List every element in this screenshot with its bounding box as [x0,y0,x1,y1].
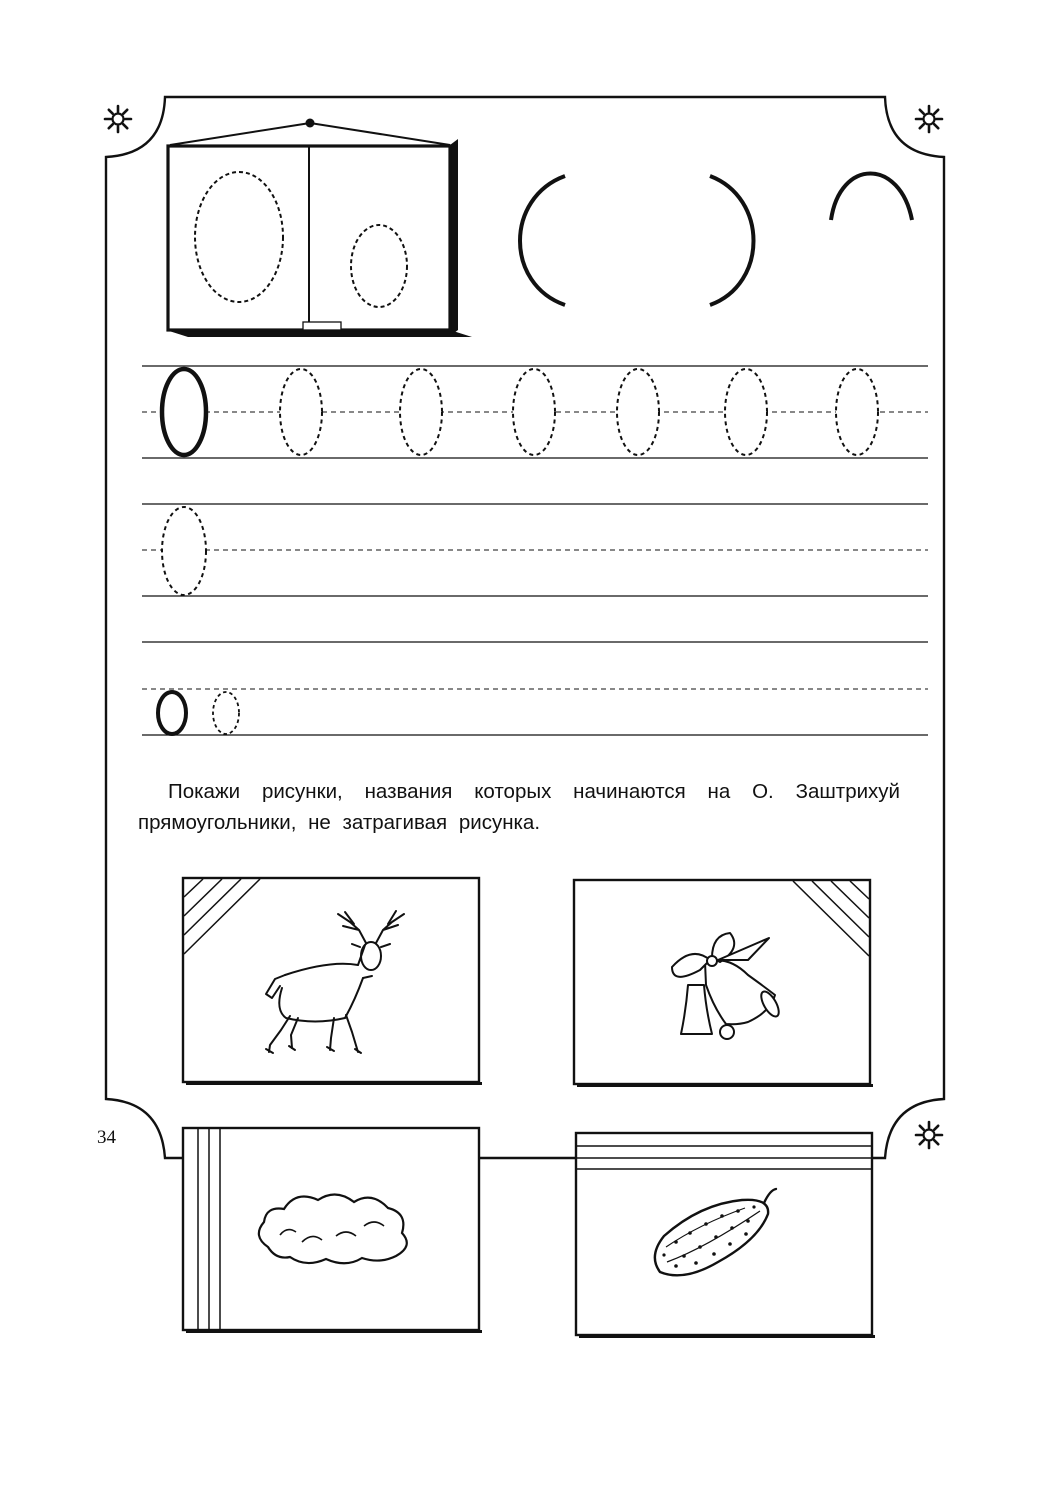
sample-capital-o [162,369,206,455]
instruction-text [138,776,900,838]
page-number: 34 [97,1127,116,1148]
writing-lines-practice [142,504,928,596]
left-arc-element [520,176,565,305]
picture-card-bell [574,880,873,1087]
sample-small-o [158,692,186,734]
picture-card-cloud [183,1128,482,1333]
top-arc-element [831,174,912,221]
snowflake-ornament-icon [916,1122,942,1148]
writing-lines-small [142,642,928,735]
instruction-paragraph: Покажи рисунки, названия которых начинаются на О. Заштрихуй прямоугольники, не затрагивая рисунка. [138,780,900,834]
trace-small-o-start [213,692,239,734]
picture-card-deer [183,878,482,1085]
chalk-icon [303,322,341,330]
snowflake-ornament-icon [916,106,942,132]
trace-capital-o-start [162,507,206,595]
picture-card-cucumber [576,1133,875,1338]
trace-small-o [351,225,407,307]
trace-capital-o [195,172,283,302]
right-arc-element [710,176,754,305]
chalkboard [166,119,472,338]
snowflake-ornament-icon [105,106,131,132]
